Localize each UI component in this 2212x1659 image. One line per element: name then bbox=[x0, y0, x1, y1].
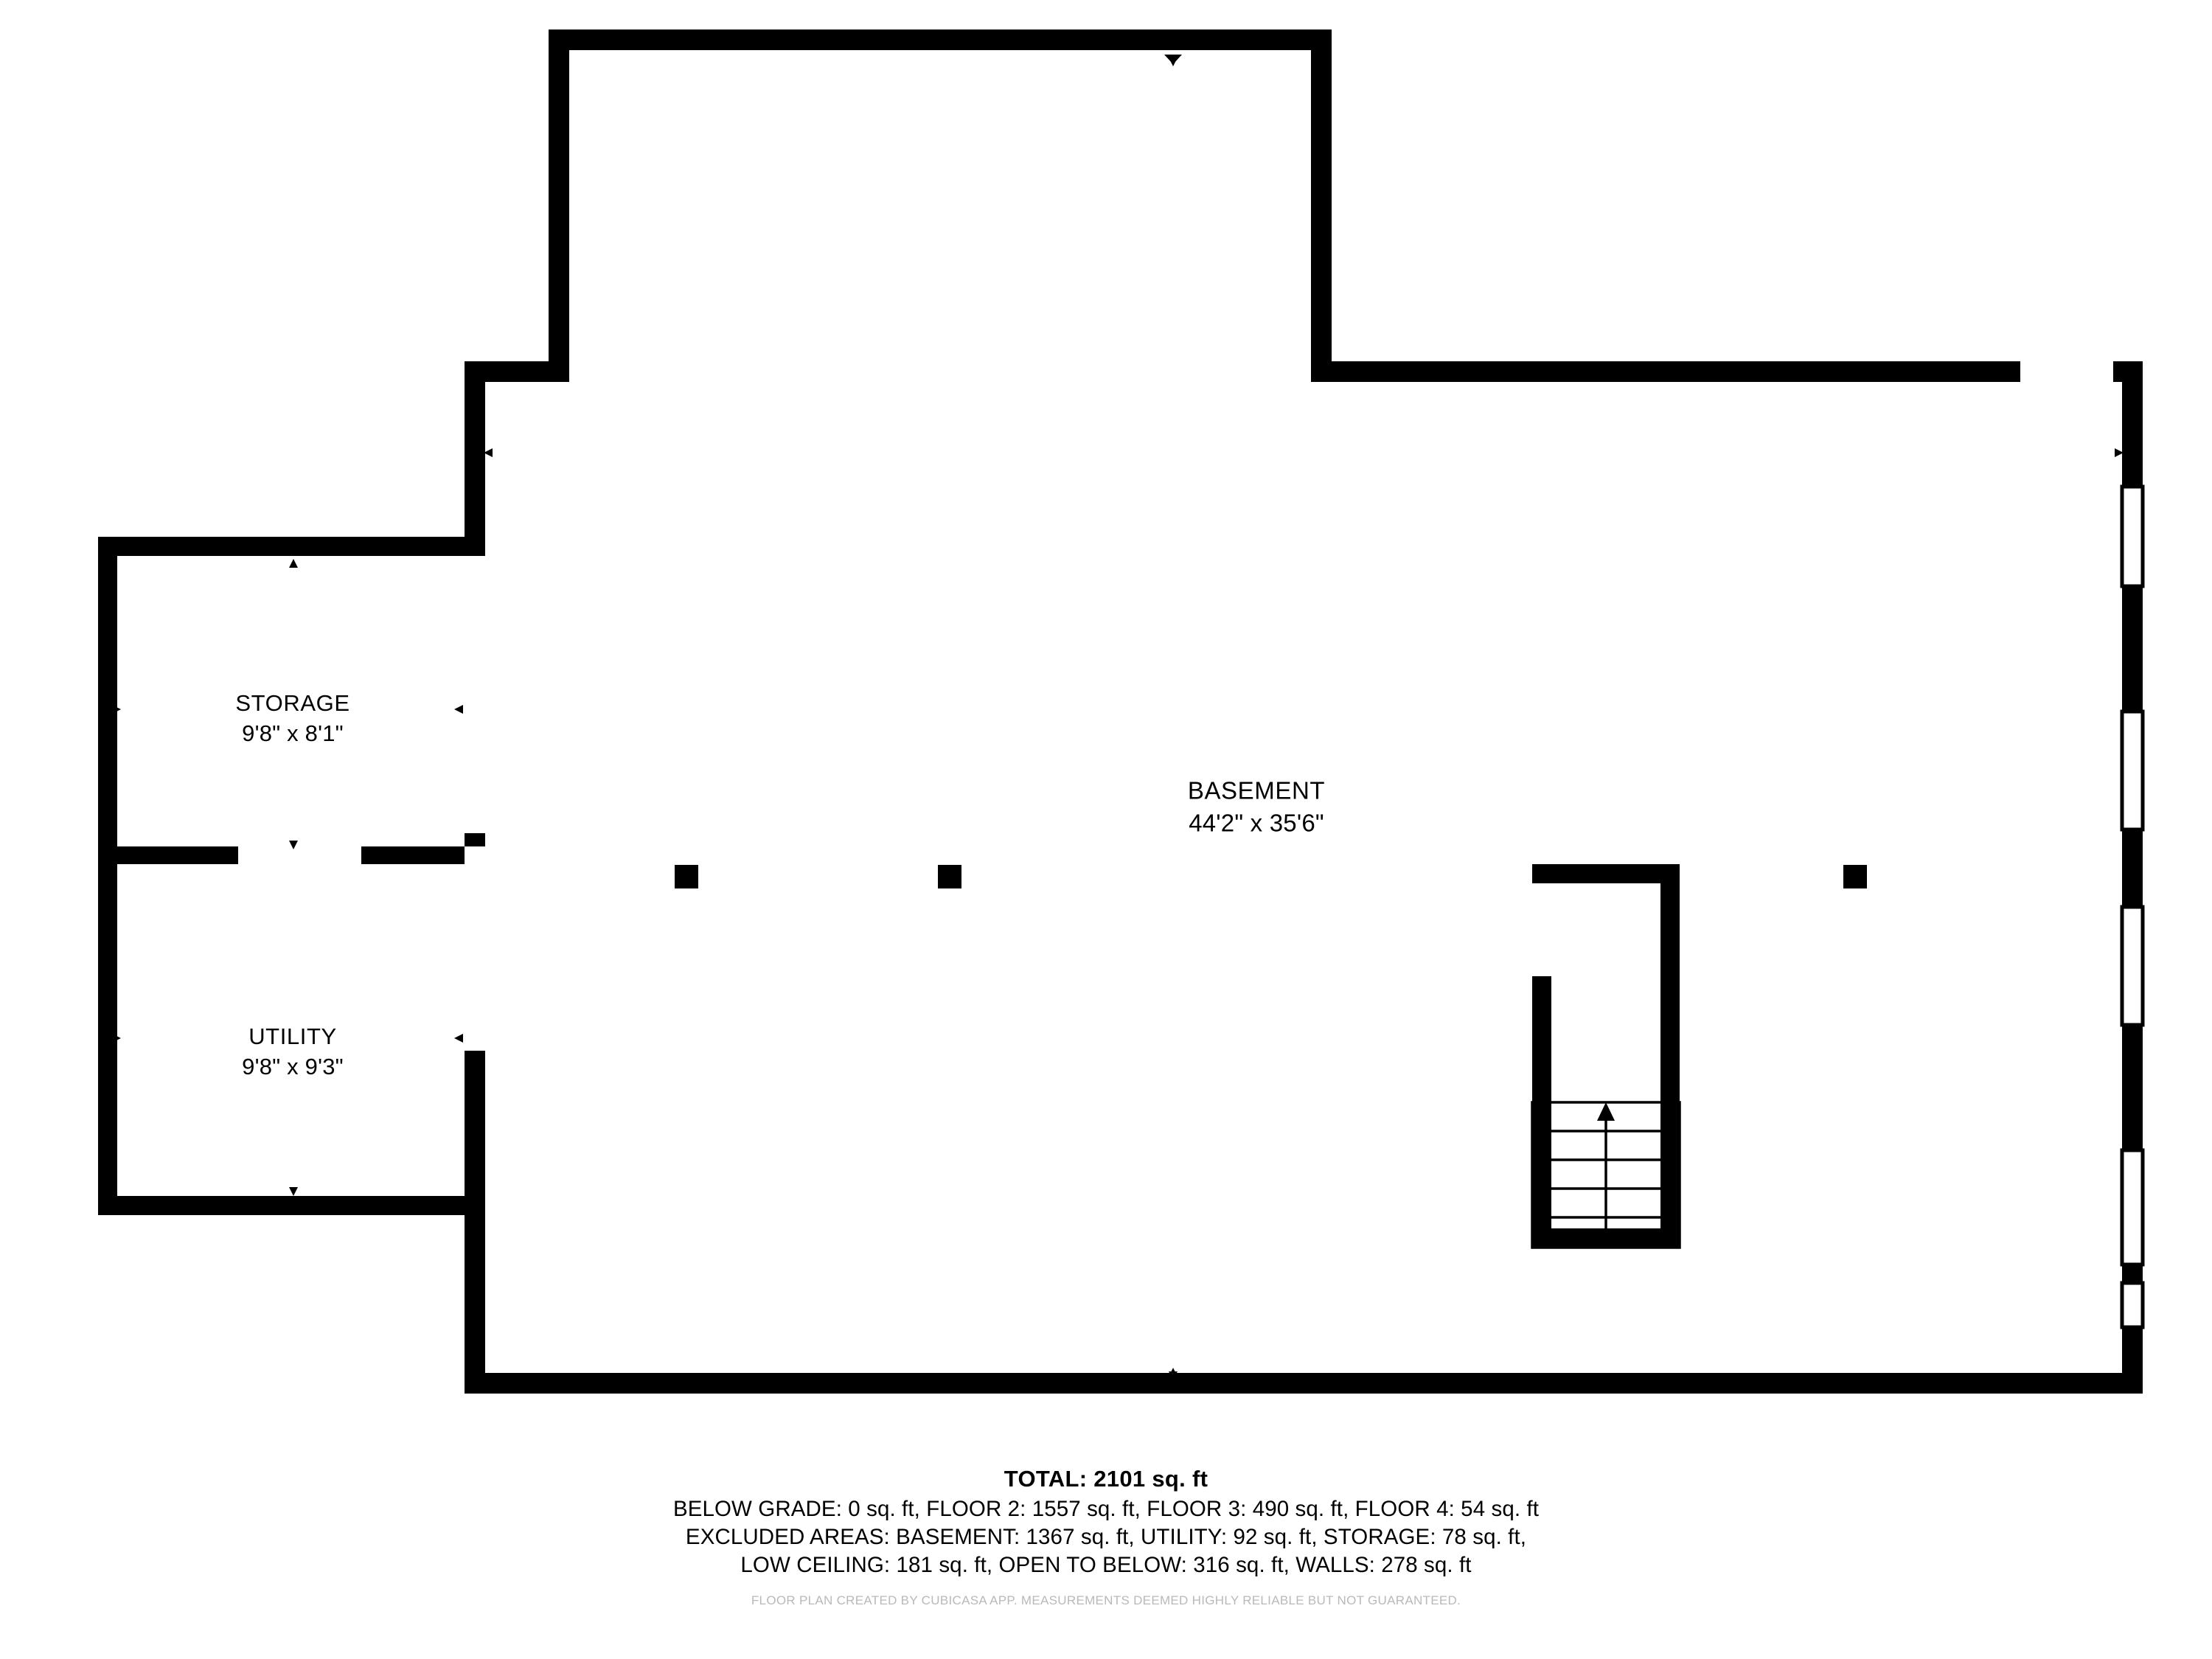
room-label-storage bbox=[235, 689, 349, 749]
door-openings bbox=[465, 846, 485, 1095]
room-name: BASEMENT bbox=[1187, 776, 1326, 804]
room-name: UTILITY bbox=[248, 1023, 337, 1050]
room-dimensions: 9'8" x 9'3" bbox=[242, 1054, 344, 1079]
room-dimensions: 9'8" x 8'1" bbox=[242, 720, 344, 746]
excluded-areas-line-1: EXCLUDED AREAS: BASEMENT: 1367 sq. ft, UTILITY: 92 sq. ft, STORAGE: 78 sq. ft, bbox=[685, 1524, 1527, 1549]
room-name: STORAGE bbox=[235, 690, 350, 717]
app-credit: FLOOR PLAN CREATED BY CUBICASA APP. MEASUREMENTS DEEMED HIGHLY RELIABLE BUT NOT GUARANTEED. bbox=[751, 1593, 1461, 1608]
area-summary bbox=[0, 1466, 2212, 1608]
total-area: TOTAL: 2101 sq. ft bbox=[1004, 1466, 1208, 1492]
room-label-basement bbox=[1188, 774, 1325, 838]
room-label-utility bbox=[242, 1022, 344, 1082]
exterior-walls bbox=[465, 29, 2143, 1394]
floor-breakdown: BELOW GRADE: 0 sq. ft, FLOOR 2: 1557 sq. ft, FLOOR 3: 490 sq. ft, FLOOR 4: 54 sq. ft bbox=[672, 1497, 1540, 1521]
left-wing-walls bbox=[98, 537, 485, 1215]
excluded-areas-line-2: LOW CEILING: 181 sq. ft, OPEN TO BELOW: 316 sq. ft, WALLS: 278 sq. ft bbox=[740, 1552, 1472, 1577]
room-dimensions: 44'2" x 35'6" bbox=[1189, 809, 1324, 836]
